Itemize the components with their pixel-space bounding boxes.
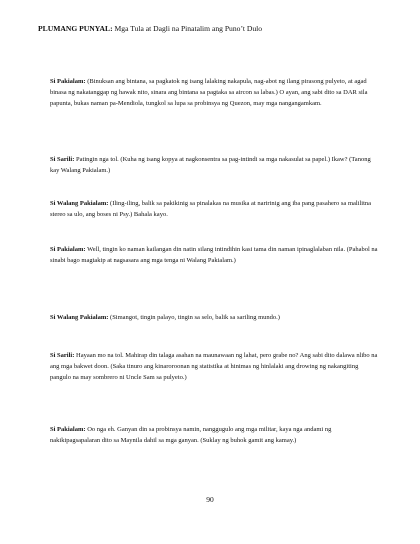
dialogue-text: Well, tingin ko naman kailangan din natin silang intindihin kasi tama din naman ipinaglalaban nila. (Pahabol na sinabi bago magtakip at nagsasara ang mga tenga ni Walang Pakialam.) [50, 246, 378, 264]
dialogue-block-3 [50, 198, 378, 220]
dialogue-block-6 [50, 350, 378, 383]
dialogue-block-2 [50, 154, 378, 176]
book-title: PLUMANG PUNYAL: [38, 24, 113, 33]
speaker-label: Si Pakialam: [50, 246, 86, 253]
dialogue-text: Oo nga eh. Ganyan din sa probinsya namin, nanggugulo ang mga militar, kaya nga andami ng nakikipagsapalaran dito sa Maynila dahil sa mga ganyan. (Suklay ng buhok gamit ang kamay.) [50, 426, 332, 444]
dialogue-block-4 [50, 244, 378, 266]
speaker-label: Si Pakialam: [50, 426, 86, 433]
speaker-label: Si Pakialam: [50, 78, 86, 85]
speaker-label: Si Sarili: [50, 156, 75, 163]
running-header [38, 24, 388, 34]
dialogue-text: Hayaan mo na tol. Mahirap din talaga asahan na maunawaan ng lahat, pero grabe no? Ang sabi dito dalawa nlibo na ang mga bakwet doon. (Saka tinuro ang kinaroroonan ng statistika at hinimas ng hinlalaki ang drowing ng nakangiting pangulo na may sombrero ni Uncle Sam sa pulyeto.) [50, 352, 378, 381]
speaker-label: Si Sarili: [50, 352, 75, 359]
dialogue-block-7 [50, 424, 378, 446]
dialogue-block-5 [50, 312, 378, 323]
dialogue-text: (Iling-iling, balik sa pakikinig sa pinalakas na musika at naririnig ang iba pang pasahero sa malilitna stereo sa ulo, ang boses ni Psy.) Bahala kayo. [50, 200, 372, 218]
dialogue-text: Patingin nga tol. (Kuha ng isang kopya at nagkonsentra sa pag-intindi sa mga nakasulat sa papel.) Ikaw? (Tanong kay Walang Pakialam.) [50, 156, 371, 174]
dialogue-text: (Simangot, tingin palayo, tingin sa selo, balik sa sariling mundo.) [110, 314, 280, 321]
page-number: 90 [206, 495, 214, 504]
dialogue-block-1 [50, 76, 378, 109]
speaker-label: Si Walang Pakialam: [50, 200, 109, 207]
dialogue-text: (Binuksan ang bintana, sa pagkatok ng isang lalaking nakapula, nag-abot ng ilang pirasong pulyeto, at agad binasa ng nakatanggap ng hawak nito, sinara ang bintana sa pagtaka sa aircon sa labas.) O ayan, ang sabi dito sa DAR sila papunta, bukas naman pa-Mendiola, tungkol sa lupa sa probinsya ng Quezon, may mga nangangamkam. [50, 78, 368, 107]
speaker-label: Si Walang Pakialam: [50, 314, 109, 321]
book-subtitle: Mga Tula at Dagli na Pinatalim ang Puno’t Dulo [114, 24, 263, 33]
